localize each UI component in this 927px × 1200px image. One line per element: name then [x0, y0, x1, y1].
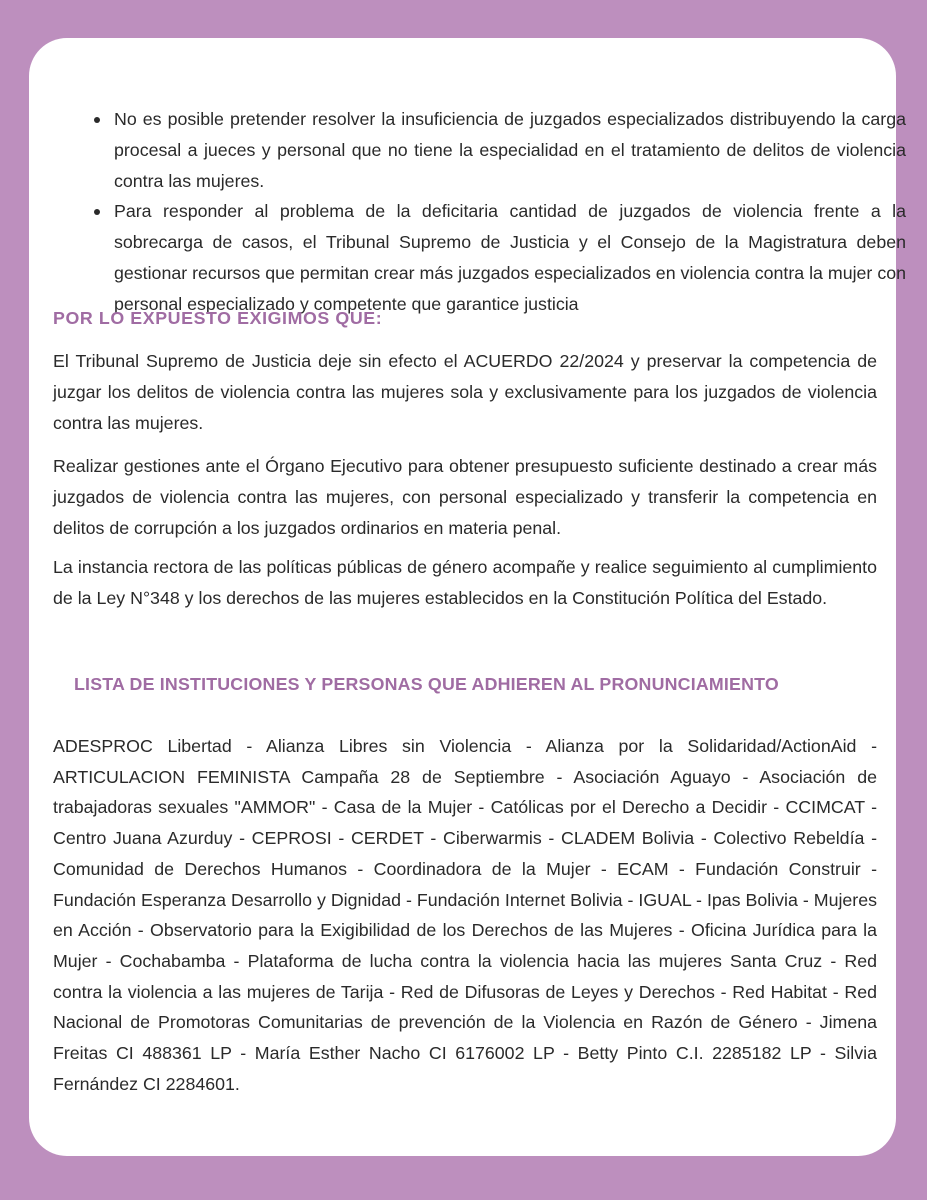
demand-paragraph: Realizar gestiones ante el Órgano Ejecutivo para obtener presupuesto suficiente destinado a crear más juzgados de violencia contra las mujeres, con personal especializado y transferir la competencia en delitos de corrupción a los juzgados ordinarios en materia penal. [53, 456, 877, 538]
adherents-heading: LISTA DE INSTITUCIONES Y PERSONAS QUE ADHIEREN AL PRONUNCIAMIENTO [74, 674, 779, 694]
bullet-text: No es posible pretender resolver la insuficiencia de juzgados especializados distribuyendo la carga procesal a jueces y personal que no tiene la especialidad en el tratamiento de delitos de violencia contra las mujeres. [114, 109, 906, 191]
bullet-text: Para responder al problema de la deficitaria cantidad de juzgados de violencia frente a la sobrecarga de casos, el Tribunal Supremo de Justicia y el Consejo de la Magistratura deben gestionar recursos que permitan crear más juzgados especializados en violencia contra la mujer con personal especializado y competente que garantice justicia [114, 201, 906, 314]
bullet-item [84, 104, 906, 196]
bullet-dot-icon [94, 117, 100, 123]
bullet-dot-icon [94, 209, 100, 215]
bullet-list [84, 104, 906, 320]
bullet-item [84, 196, 906, 319]
adherents-list: ADESPROC Libertad - Alianza Libres sin Violencia - Alianza por la Solidaridad/ActionAid - ARTICULACION FEMINISTA Campaña 28 de Septiembre - Asociación Aguayo - Asociación de trabajadoras sexuales "AMMOR" - Casa de la Mujer - Católicas por el Derecho a Decidir - CCIMCAT - Centro Juana Azurduy - CEPROSI - CERDET - Ciberwarmis - CLADEM Bolivia - Colectivo Rebeldía - Comunidad de Derechos Humanos - Coordinadora de la Mujer - ECAM - Fundación Construir - Fundación Esperanza Desarrollo y Dignidad - Fundación Internet Bolivia - IGUAL - Ipas Bolivia - Mujeres en Acción - Observatorio para la Exigibilidad de los Derechos de las Mujeres - Oficina Jurídica para la Mujer - Cochabamba - Plataforma de lucha contra la violencia hacia las mujeres Santa Cruz - Red contra la violencia a las mujeres de Tarija - Red de Difusoras de Leyes y Derechos - Red Habitat - Red Nacional de Promotoras Comunitarias de prevención de la Violencia en Razón de Género - Jimena Freitas CI 488361 LP - María Esther Nacho CI 6176002 LP - Betty Pinto C.I. 2285182 LP - Silvia Fernández CI 2284601. [53, 736, 877, 1094]
demands-heading: POR LO EXPUESTO EXIGIMOS QUE: [53, 308, 383, 328]
demand-paragraph: La instancia rectora de las políticas públicas de género acompañe y realice seguimiento al cumplimiento de la Ley N°348 y los derechos de las mujeres establecidos en la Constitución Política del Estado. [53, 557, 877, 608]
demand-paragraph: El Tribunal Supremo de Justicia deje sin efecto el ACUERDO 22/2024 y preservar la competencia de juzgar los delitos de violencia contra las mujeres sola y exclusivamente para los juzgados de violencia contra las mujeres. [53, 351, 877, 433]
